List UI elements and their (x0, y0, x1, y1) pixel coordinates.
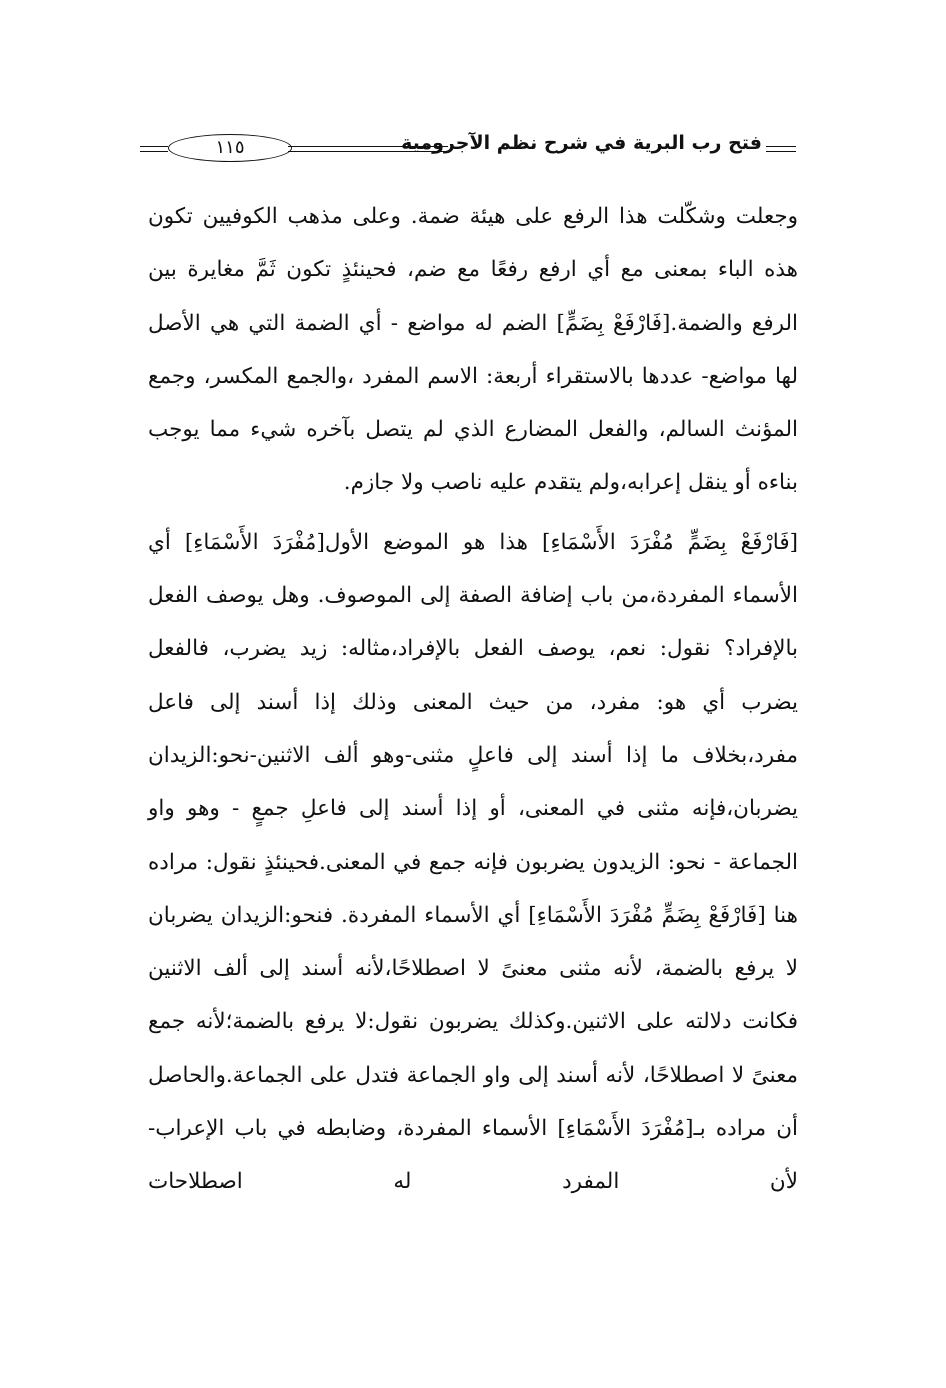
main-text (148, 190, 798, 1209)
paragraph-1: وجعلت وشكّلت هذا الرفع على هيئة ضمة. وعلى مذهب الكوفيين تكون هذه الباء بمعنى مع أي ارفع رفعًا مع ضم، فحينئذٍ تكون ثَمَّ مغايرة بين الرفع والضمة.[فَارْفَعْ بِضَمٍّ] الضم له مواضع - أي الضمة التي هي الأصل لها مواضع- عددها بالاستقراء أربعة: الاسم المفرد ،والجمع المكسر، وجمع المؤنث السالم، والفعل المضارع الذي لم يتصل بآخره شيء مما يوجب بناءه أو ينقل إعرابه،ولم يتقدم عليه ناصب ولا جازم. (148, 204, 798, 496)
header-rule-middle (288, 146, 448, 152)
header-rule-left (140, 146, 168, 152)
running-header (140, 124, 796, 170)
header-rule-right (766, 146, 796, 152)
book-title: فتح رب البرية في شرح نظم الآجرومية (401, 132, 762, 154)
paragraph-2: [فَارْفَعْ بِضَمٍّ مُفْرَدَ الأَسْمَاءِ] هذا هو الموضع الأول[مُفْرَدَ الأَسْمَاءِ] أي الأسماء المفردة،من باب إضافة الصفة إلى الموصوف. وهل يوصف الفعل بالإفراد؟ نقول: نعم، يوصف الفعل بالإفراد،مثاله: زيد يضرب، فالفعل يضرب أي هو: مفرد، من حيث المعنى وذلك إذا أسند إلى فاعل مفرد،بخلاف ما إذا أسند إلى فاعلٍ مثنى-وهو ألف الاثنين-نحو:الزيدان يضربان،فإنه مثنى في المعنى، أو إذا أسند إلى فاعلِ جمعٍ - وهو واو الجماعة - نحو: الزيدون يضربون فإنه جمع في المعنى.فحينئذٍ نقول: مراده هنا [فَارْفَعْ بِضَمٍّ مُفْرَدَ الأَسْمَاءِ] أي الأسماء المفردة. فنحو:الزيدان يضربان لا يرفع بالضمة، لأنه مثنى معنىً لا اصطلاحًا،لأنه أسند إلى ألف الاثنين فكانت دلالته على الاثنين.وكذلك يضربون نقول:لا يرفع بالضمة؛لأنه جمع معنىً لا اصطلاحًا، لأنه أسند إلى واو الجماعة فتدل على الجماعة.والحاصل أن مراده بـ[مُفْرَدَ الأَسْمَاءِ] الأسماء المفردة، وضابطه في باب الإعراب- لأن المفرد له اصطلاحات (148, 529, 798, 1195)
page-number: ١١٥ (168, 134, 292, 162)
